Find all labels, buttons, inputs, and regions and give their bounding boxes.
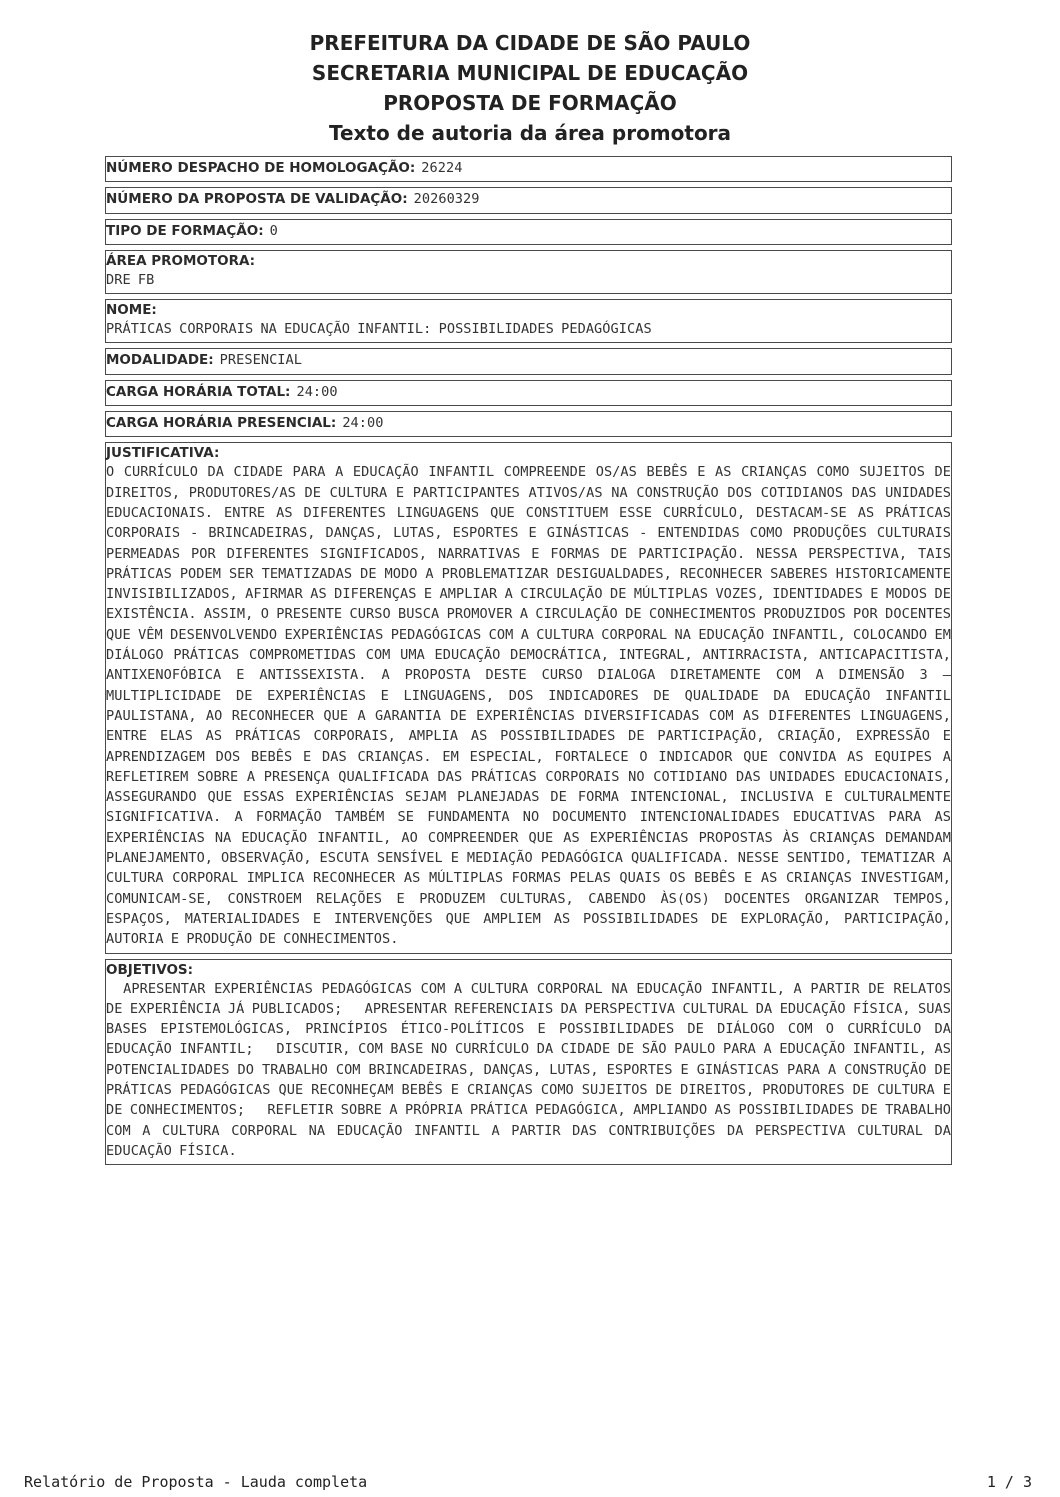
field-value: DRE FB bbox=[106, 271, 155, 288]
field-carga-total bbox=[105, 380, 952, 406]
field-nome bbox=[105, 299, 952, 343]
footer-report-title: Relatório de Proposta - Lauda completa bbox=[24, 1473, 368, 1491]
field-value: O CURRÍCULO DA CIDADE PARA A EDUCAÇÃO INFANTIL COMPREENDE OS/AS BEBÊS E AS CRIANÇAS COMO SUJEITOS DE DIREITOS, PRODUTORES/AS DE CULTURA E PARTICIPANTES ATIVOS/AS NA CONSTRUÇÃO DOS COTIDIANOS DAS UNIDADES EDUCACIONAIS. ENTRE AS DIFERENTES LINGUAGENS QUE CONSTITUEM ESSE CURRÍCULO, DESTACAM-SE AS PRÁTICAS CORPORAIS - BRINCADEIRAS, DANÇAS, LUTAS, ESPORTES E GINÁSTICAS - ENTENDIDAS COMO PRODUÇÕES CULTURAIS PERMEADAS POR DIFERENTES SIGNIFICADOS, NARRATIVAS E FORMAS DE PARTICIPAÇÃO. NESSA PERSPECTIVA, TAIS PRÁTICAS PODEM SER TEMATIZADAS DE MODO A PROBLEMATIZAR DESIGUALDADES, RECONHECER SABERES HISTORICAMENTE INVISIBILIZADOS, AFIRMAR AS DIFERENÇAS E AMPLIAR A CIRCULAÇÃO DE MÚLTIPLAS VOZES, IDENTIDADES E MODOS DE EXISTÊNCIA. ASSIM, O PRESENTE CURSO BUSCA PROMOVER A CIRCULAÇÃO DE CONHECIMENTOS PRODUZIDOS POR DOCENTES QUE VÊM DESENVOLVENDO EXPERIÊNCIAS PEDAGÓGICAS COM A CULTURA CORPORAL NA EDUCAÇÃO INFANTIL, COLOCANDO EM DIÁLOGO PRÁTICAS COMPROMETIDAS COM UMA EDUCAÇÃO DEMOCRÁTICA, INTEGRAL, ANTIRRACISTA, ANTICAPACITISTA, ANTIXENOFÓBICA E ANTISSEXISTA. A PROPOSTA DESTE CURSO DIALOGA DIRETAMENTE COM A DIMENSÃO 3 — MULTIPLICIDADE DE EXPERIÊNCIAS E LINGUAGENS, DOS INDICADORES DE QUALIDADE DA EDUCAÇÃO INFANTIL PAULISTANA, AO RECONHECER QUE A GARANTIA DE EXPERIÊNCIAS DIVERSIFICADAS COM AS DIFERENTES LINGUAGENS, ENTRE ELAS AS PRÁTICAS CORPORAIS, AMPLIA AS POSSIBILIDADES DE PARTICIPAÇÃO, CRIAÇÃO, EXPRESSÃO E APRENDIZAGEM DOS BEBÊS E DAS CRIANÇAS. EM ESPECIAL, FORTALECE O INDICADOR QUE CONVIDA AS EQUIPES A REFLETIREM SOBRE A PRESENÇA QUALIFICADA DAS PRÁTICAS CORPORAIS NO COTIDIANO DAS UNIDADES EDUCACIONAIS, ASSEGURANDO QUE ESSAS EXPERIÊNCIAS SEJAM PLANEJADAS DE FORMA INTENCIONAL, INCLUSIVA E CULTURALMENTE SIGNIFICATIVA. A FORMAÇÃO TAMBÉM SE FUNDAMENTA NO DOCUMENTO INTENCIONALIDADES EDUCATIVAS PARA AS EXPERIÊNCIAS NA EDUCAÇÃO INFANTIL, AO COMPREENDER QUE AS EXPERIÊNCIAS PROPOSTAS ÀS CRIANÇAS DEMANDAM PLANEJAMENTO, OBSERVAÇÃO, ESCUTA SENSÍVEL E MEDIAÇÃO PEDAGÓGICA QUALIFICADA. NESSE SENTIDO, TEMATIZAR A CULTURA CORPORAL IMPLICA RECONHECER AS MÚLTIPLAS FORMAS PELAS QUAIS OS BEBÊS E AS CRIANÇAS INVESTIGAM, COMUNICAM-SE, CONSTROEM RELAÇÕES E PRODUZEM CULTURAS, CABENDO ÀS(OS) DOCENTES ORGANIZAR TEMPOS, ESPAÇOS, MATERIALIDADES E INTERVENÇÕES QUE AMPLIEM AS POSSIBILIDADES DE EXPLORAÇÃO, PARTICIPAÇÃO, AUTORIA E PRODUÇÃO DE CONHECIMENTOS. bbox=[106, 464, 951, 948]
proposal-fields bbox=[105, 156, 959, 1170]
field-label: NOME: bbox=[106, 302, 157, 319]
header-authorship: Texto de autoria da área promotora bbox=[328, 121, 732, 145]
field-objetivos bbox=[105, 959, 959, 1166]
field-carga-presencial bbox=[105, 411, 952, 437]
field-label: JUSTIFICATIVA: bbox=[106, 445, 220, 462]
field-value: 20260329 bbox=[413, 191, 480, 208]
field-label: CARGA HORÁRIA PRESENCIAL: bbox=[106, 415, 337, 432]
header-proposta: PROPOSTA DE FORMAÇÃO bbox=[383, 91, 677, 115]
field-value: PRESENCIAL bbox=[219, 352, 303, 369]
field-label: MODALIDADE: bbox=[106, 352, 214, 369]
field-label: NÚMERO DA PROPOSTA DE VALIDAÇÃO: bbox=[106, 191, 408, 208]
field-despacho bbox=[105, 156, 952, 182]
field-tipo bbox=[105, 219, 952, 245]
field-value: 0 bbox=[269, 222, 278, 239]
field-justificativa bbox=[105, 442, 952, 953]
field-label: TIPO DE FORMAÇÃO: bbox=[106, 222, 264, 239]
page-footer bbox=[24, 1473, 1032, 1495]
field-value: 24:00 bbox=[342, 415, 384, 432]
field-modalidade bbox=[105, 348, 952, 374]
field-area-promotora bbox=[105, 250, 952, 294]
field-proposta bbox=[105, 187, 952, 213]
field-value: PRÁTICAS CORPORAIS NA EDUCAÇÃO INFANTIL: POSSIBILIDADES PEDAGÓGICAS bbox=[106, 321, 652, 338]
field-label: NÚMERO DESPACHO DE HOMOLOGAÇÃO: bbox=[106, 160, 416, 176]
field-label: ÁREA PROMOTORA: bbox=[106, 252, 256, 269]
header-city: PREFEITURA DA CIDADE DE SÃO PAULO bbox=[309, 31, 751, 55]
page-number: 1 / 3 bbox=[986, 1473, 1032, 1491]
field-value: APRESENTAR EXPERIÊNCIAS PEDAGÓGICAS COM A CULTURA CORPORAL NA EDUCAÇÃO INFANTIL, A PARTIR DE RELATOS DE EXPERIÊNCIA JÁ PUBLICADOS; APRESENTAR REFERENCIAIS DA PERSPECTIVA CULTURAL DA EDUCAÇÃO FÍSICA, SUAS BASES EPISTEMOLÓGICAS, PRINCÍPIOS ÉTICO-POLÍTICOS E POSSIBILIDADES DE DIÁLOGO COM O CURRÍCULO DA EDUCAÇÃO INFANTIL; DISCUTIR, COM BASE NO CURRÍCULO DA CIDADE DE SÃO PAULO PARA A EDUCAÇÃO INFANTIL, AS POTENCIALIDADES DO TRABALHO COM BRINCADEIRAS, DANÇAS, LUTAS, ESPORTES E GINÁSTICAS PARA A CONSTRUÇÃO DE PRÁTICAS PEDAGÓGICAS QUE RECONHEÇAM BEBÊS E CRIANÇAS COMO SUJEITOS DE DIREITOS, PRODUTORES DE CULTURA E DE CONHECIMENTOS; REFLETIR SOBRE A PRÓPRIA PRÁTICA PEDAGÓGICA, AMPLIANDO AS POSSIBILIDADES DE TRABALHO COM A CULTURA CORPORAL NA EDUCAÇÃO INFANTIL A PARTIR DAS CONTRIBUIÇÕES DA PERSPECTIVA CULTURAL DA EDUCAÇÃO FÍSICA. bbox=[106, 980, 959, 1159]
field-value: 24:00 bbox=[296, 383, 338, 400]
field-label: OBJETIVOS: bbox=[106, 961, 194, 978]
field-value: 26224 bbox=[421, 160, 463, 176]
header-secretaria: SECRETARIA MUNICIPAL DE EDUCAÇÃO bbox=[311, 61, 749, 85]
document-header bbox=[0, 28, 1060, 148]
field-label: CARGA HORÁRIA TOTAL: bbox=[106, 383, 291, 400]
